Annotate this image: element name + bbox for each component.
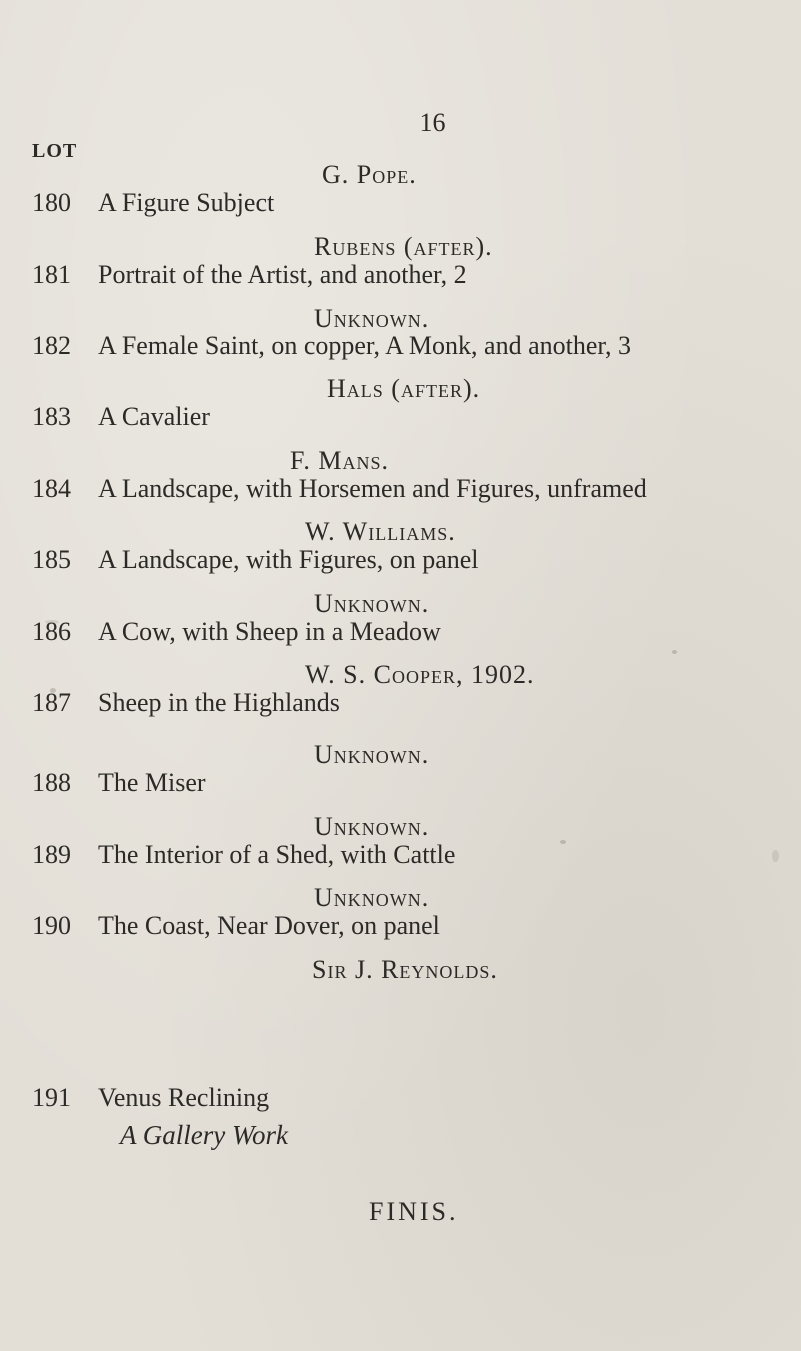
lot-number: 183 <box>32 402 71 431</box>
lot-title: Portrait of the Artist, and another, 2 <box>98 260 467 289</box>
lot-title: The Interior of a Shed, with Cattle <box>98 840 456 869</box>
lot-number: 188 <box>32 768 71 797</box>
lot-title: A Cavalier <box>98 402 210 431</box>
lot-title: A Cow, with Sheep in a Meadow <box>98 617 441 646</box>
artist-name: Unknown. <box>314 740 430 769</box>
lot-title: The Miser <box>98 768 206 797</box>
lot-number: 180 <box>32 188 71 217</box>
lot-subtitle: A Gallery Work <box>120 1120 288 1150</box>
page-number: 16 <box>419 108 446 137</box>
lot-title: A Female Saint, on copper, A Monk, and another, 3 <box>98 331 631 360</box>
lot-title: A Figure Subject <box>98 188 275 217</box>
artist-name: Unknown. <box>314 304 430 333</box>
lot-number: 190 <box>32 911 71 940</box>
lot-title: Sheep in the Highlands <box>98 688 340 717</box>
artist-name: G. Pope. <box>322 160 417 189</box>
artist-name: W. Williams. <box>305 517 456 546</box>
lot-number: 189 <box>32 840 71 869</box>
lot-number: 187 <box>32 688 71 717</box>
lot-title: The Coast, Near Dover, on panel <box>98 911 440 940</box>
artist-name: Sir J. Reynolds. <box>312 955 498 984</box>
artist-name: W. S. Cooper, 1902. <box>305 660 535 689</box>
lot-number: 186 <box>32 617 71 646</box>
artist-name: Unknown. <box>314 883 430 912</box>
paper-stain <box>560 840 566 844</box>
lot-title: Venus Reclining <box>98 1083 270 1112</box>
lot-number: 191 <box>32 1083 71 1112</box>
lot-number: 181 <box>32 260 71 289</box>
lot-title: A Landscape, with Figures, on panel <box>98 545 479 574</box>
artist-name: Unknown. <box>314 589 430 618</box>
paper-stain <box>45 620 59 624</box>
artist-name: Rubens (after). <box>314 232 493 261</box>
artist-name: Hals (after). <box>327 374 481 403</box>
lot-number: 182 <box>32 331 71 360</box>
lot-number: 184 <box>32 474 71 503</box>
paper-stain <box>772 850 779 862</box>
artist-name: Unknown. <box>314 812 430 841</box>
lot-number: 185 <box>32 545 71 574</box>
lot-title: A Landscape, with Horsemen and Figures, unframed <box>98 474 647 503</box>
paper-stain <box>50 688 56 693</box>
paper-stain <box>672 650 677 654</box>
artist-name: F. Mans. <box>290 446 390 475</box>
finis-text: FINIS. <box>369 1197 459 1226</box>
lot-column-header: LOT <box>32 140 78 162</box>
